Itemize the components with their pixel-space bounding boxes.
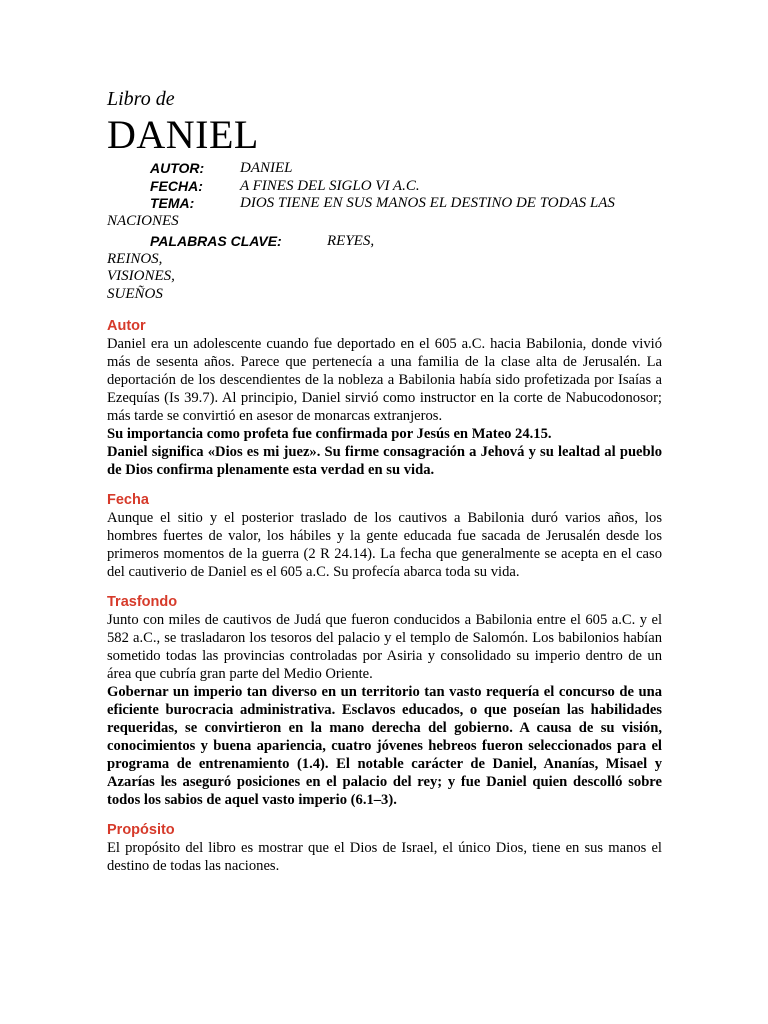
metadata-block: [107, 160, 662, 303]
meta-row-palabras: [107, 233, 662, 251]
meta-row-tema: [107, 195, 662, 213]
autor-label: AUTOR:: [150, 160, 205, 176]
fecha-label: FECHA:: [150, 177, 203, 194]
section-autor: [107, 317, 662, 479]
fecha-paragraph: Aunque el sitio y el posterior traslado de los cautivos a Babilonia duró varios años, los hombres fuertes de valor, los hábiles y la gente educada fue sacada de Jerusalén desde los primeros momentos de la guerra (2 R 24.14). La fecha que generalmente se acepta en el caso del cautiverio de Daniel es el 605 a.C. Su profecía abarca toda su vida.: [107, 510, 662, 580]
section-proposito: [107, 821, 662, 875]
autor-value: DANIEL: [240, 160, 293, 176]
tema-label: TEMA:: [150, 195, 195, 211]
palabras-clave-value: REYES,: [327, 233, 375, 249]
autor-paragraph: Daniel era un adolescente cuando fue deportado en el 605 a.C. hacia Babilonia, donde vivió más de sesenta años. Parece que pertenecía a una familia de la clase alta de Jerusalén. La deportación de los descendientes de la nobleza a Babilonia había sido profetizada por Isaías a Ezequías (Is 39.7). Al principio, Daniel sirvió como instructor en la corte de Nabucodonosor; más tarde se convirtió en asesor de monarcas extranjeros.: [107, 336, 662, 424]
autor-bold-2: Daniel significa «Dios es mi juez». Su firme consagración a Jehová y su lealtad al pueblo de Dios confirma plenamente esta verdad en su vida.: [107, 444, 662, 478]
trasfondo-paragraph: Junto con miles de cautivos de Judá que fueron conducidos a Babilonia entre el 605 a.C. y el 582 a.C., se trasladaron los tesoros del palacio y el templo de Salomón. Los babilonios habían sometido todas las provincias controladas por Asiria y consolidado su imperio dentro de un área que cubría gran parte del Medio Oriente.: [107, 612, 662, 682]
proposito-paragraph: El propósito del libro es mostrar que el Dios de Israel, el único Dios, tiene en sus manos el destino de todas las naciones.: [107, 840, 662, 874]
keyword-suenos: SUEÑOS: [107, 285, 163, 302]
tema-value: DIOS TIENE EN SUS MANOS EL DESTINO DE TODAS LAS: [240, 195, 615, 211]
section-trasfondo: [107, 593, 662, 809]
meta-row-fecha: [107, 178, 662, 196]
section-heading-autor: Autor: [107, 318, 146, 334]
autor-bold-1: Su importancia como profeta fue confirmada por Jesús en Mateo 24.15.: [107, 426, 552, 442]
section-heading-trasfondo: Trasfondo: [107, 594, 178, 610]
book-subtitle: Libro de: [107, 88, 175, 110]
document-page: [107, 86, 662, 875]
section-heading-fecha: Fecha: [107, 492, 149, 508]
keyword-visiones: VISIONES,: [107, 268, 175, 284]
fecha-value: A FINES DEL SIGLO VI A.C.: [240, 177, 420, 194]
palabras-clave-label: PALABRAS CLAVE:: [150, 233, 282, 249]
meta-row-autor: [107, 160, 662, 178]
tema-continuation: NACIONES: [107, 212, 179, 229]
keyword-reinos: REINOS,: [107, 250, 163, 267]
section-heading-proposito: Propósito: [107, 822, 175, 838]
book-title: DANIEL: [107, 112, 259, 157]
section-fecha: [107, 491, 662, 581]
trasfondo-bold-paragraph: Gobernar un imperio tan diverso en un territorio tan vasto requería el concurso de una eficiente burocracia administrativa. Esclavos educados, o que poseían las habilidades requeridas, se convirtieron en la mano derecha del gobierno. A causa de su visión, conocimientos y buena apariencia, cuatro jóvenes hebreos fueron seleccionados para el programa de entrenamiento (1.4). El notable carácter de Daniel, Ananías, Misael y Azarías les aseguró posiciones en el palacio del rey; y fue Daniel quien descolló sobre todos los sabios de aquel vasto imperio (6.1–3).: [107, 684, 662, 808]
